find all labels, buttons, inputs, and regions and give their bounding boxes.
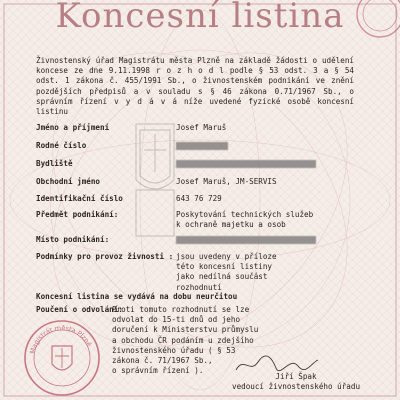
field-label-business-name: Obchodní jméno (36, 177, 101, 186)
field-label-business-place: Místo podnikání: (36, 235, 110, 244)
appeal-text: Proti tomuto rozhodnutí se lze odvolat do 15-ti dnů od jeho doručení k Ministerstvu průmyslu a obchodu ČR podáním u zdejšího živnostenského úřadu ( § 53 zákona č. 71/1967 Sb., o správním řízení ). (112, 305, 259, 376)
redacted-birth-number (176, 142, 228, 150)
field-label-address: Bydliště (36, 159, 73, 168)
official-stamp (22, 318, 102, 398)
redacted-address (176, 160, 316, 168)
field-label-conditions: Podmínky pro provoz živnosti : (36, 252, 174, 261)
redacted-business-place (176, 236, 316, 244)
validity-statement: Koncesní listina se vydává na dobu neurčitou (36, 292, 238, 301)
signature-name: Jiří Špak (275, 372, 317, 381)
document-title: Koncesní listina (55, 0, 345, 36)
signature-role: vedoucí živnostenského úřadu (232, 382, 361, 392)
stamp-text: Magistrát města Plzně (28, 323, 94, 355)
field-label-birth-number: Rodné číslo (36, 141, 87, 150)
signature-block (232, 372, 360, 392)
field-value-name: Josef Maruš (176, 123, 227, 132)
field-label-name: Jméno a příjmení (36, 123, 110, 132)
field-value-business-subject: Poskytování technických služeb k ochraně majetku a osob (176, 210, 314, 230)
field-label-id-number: Identifikační číslo (36, 194, 123, 203)
appeal-label: Poučení o odvolání: (36, 305, 123, 314)
field-value-conditions: jsou uvedeny v příloze této koncesní listiny jako nedílná součást rozhodnutí (176, 252, 277, 292)
field-value-id-number: 643 76 729 (176, 194, 222, 203)
field-label-business-subject: Předmět podnikání: (36, 210, 119, 219)
intro-paragraph: Živnostenský úřad Magistrátu města Plzně na základě žádosti o udělení koncese ze dne 9.11.1998 r o z h o d l podle § 53 odst. 3 a § 54 odst. 1 zákona č. 455/1991 Sb., o živnostenském podnikání ve znění pozdějších předpisů a v souladu s § 46 zákona 0.71/1967 Sb., o správním řízení v y d á v á níže uvedené fyzické osobě koncesní listinu (36, 56, 354, 117)
field-value-business-name: Josef Maruš, JM-SERVIS (176, 177, 277, 186)
state-emblem-watermark (132, 120, 178, 240)
